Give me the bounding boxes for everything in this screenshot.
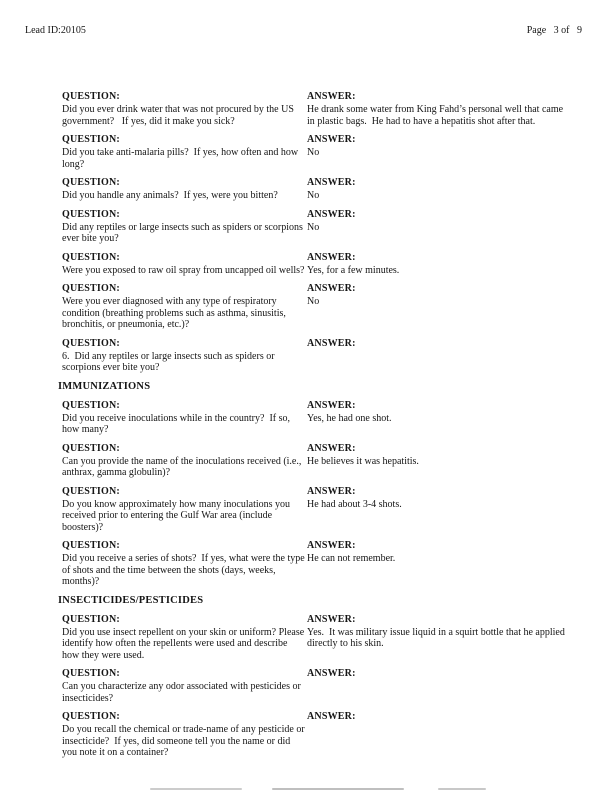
- answer-label: ANSWER:: [307, 337, 356, 349]
- section-heading: INSECTICIDES/PESTICIDES: [58, 594, 204, 606]
- answer-text: He believes it was hepatitis.: [307, 455, 419, 467]
- question-cell: [62, 282, 307, 331]
- question-cell: [62, 613, 307, 662]
- answer-cell: [307, 208, 565, 245]
- answer-label: ANSWER:: [307, 399, 356, 411]
- question-cell: [62, 667, 307, 704]
- question-label: QUESTION:: [62, 668, 120, 679]
- qa-row: [62, 539, 565, 588]
- qa-row: [62, 613, 568, 662]
- question-cell: [62, 133, 307, 170]
- answer-cell: [307, 282, 565, 331]
- question-label: QUESTION:: [62, 337, 120, 349]
- qa-row: [62, 90, 565, 127]
- question-cell: [62, 399, 307, 436]
- question-label: QUESTION:: [62, 613, 120, 625]
- qa-row: [62, 133, 565, 170]
- answer-label: ANSWER:: [307, 668, 356, 679]
- question-label: QUESTION:: [62, 177, 120, 188]
- lead-id: Lead ID:20105: [25, 25, 86, 36]
- question-cell: [62, 208, 307, 245]
- scan-artifact-segment: [272, 788, 404, 790]
- answer-text: Yes, he had one shot.: [307, 412, 392, 424]
- section-heading: IMMUNIZATIONS: [58, 380, 151, 392]
- qa-row: [62, 485, 565, 534]
- answer-cell: [307, 251, 565, 277]
- answer-cell: [307, 613, 568, 662]
- answer-text: Yes. It was military issue liquid in a squirt bottle that he applied directly to his skin.: [307, 626, 568, 649]
- answer-cell: [307, 710, 565, 759]
- answer-label: ANSWER:: [307, 485, 356, 497]
- page-header: [25, 25, 582, 37]
- question-cell: [62, 337, 307, 374]
- qa-row: [62, 710, 565, 759]
- qa-row: [62, 176, 565, 202]
- answer-cell: [307, 667, 565, 704]
- answer-label: ANSWER:: [307, 251, 356, 263]
- answer-text: Yes, for a few minutes.: [307, 264, 400, 276]
- answer-label: ANSWER:: [307, 91, 356, 102]
- question-text: Were you ever diagnosed with any type of respiratory condition (breathing problems such as asthma, sinusitis, bronchitis, or pneumonia, etc.)?: [62, 296, 289, 330]
- scan-artifact-segment: [150, 788, 242, 790]
- answer-text: No: [307, 296, 320, 307]
- answer-cell: [307, 399, 565, 436]
- question-text: Were you exposed to raw oil spray from uncapped oil wells?: [62, 264, 305, 276]
- question-text: Did any reptiles or large insects such as spiders or scorpions ever bite you?: [62, 221, 306, 244]
- answer-cell: [307, 485, 565, 534]
- question-cell: [62, 442, 307, 479]
- answer-text: He can not remember.: [307, 553, 396, 564]
- answer-text: He had about 3-4 shots.: [307, 498, 402, 510]
- question-label: QUESTION:: [62, 540, 120, 551]
- qa-row: [62, 399, 565, 436]
- qa-row: [62, 208, 565, 245]
- question-text: Do you know approximately how many inoculations you received prior to entering the Gulf War area (include boosters)?: [62, 498, 293, 533]
- question-text: Did you use insect repellent on your skin or uniform? Please identify how often the repellents were used and describe how they were used.: [62, 626, 307, 661]
- scan-artifact: [0, 788, 612, 791]
- question-cell: [62, 251, 307, 277]
- question-label: QUESTION:: [62, 283, 120, 294]
- question-label: QUESTION:: [62, 251, 120, 263]
- qa-row: [62, 667, 565, 704]
- answer-cell: [307, 442, 565, 479]
- answer-label: ANSWER:: [307, 177, 356, 188]
- qa-content: [58, 90, 568, 765]
- answer-label: ANSWER:: [307, 711, 356, 722]
- qa-row: [62, 251, 565, 277]
- question-text: Did you handle any animals? If yes, were you bitten?: [62, 190, 278, 201]
- answer-label: ANSWER:: [307, 540, 356, 551]
- answer-label: ANSWER:: [307, 442, 356, 454]
- question-label: QUESTION:: [62, 485, 120, 497]
- scan-artifact-segment: [438, 788, 486, 790]
- answer-cell: [307, 90, 565, 127]
- question-text: Did you take anti-malaria pills? If yes, how often and how long?: [62, 147, 301, 170]
- question-text: Did you receive a series of shots? If yes, what were the type of shots and the time between the shots (days, weeks, months)?: [62, 553, 308, 587]
- answer-cell: [307, 539, 565, 588]
- question-text: Did you receive inoculations while in the country? If so, how many?: [62, 412, 293, 435]
- question-text: Do you recall the chemical or trade-name of any pesticide or insecticide? If yes, did someone tell you the name or did you note it on a container?: [62, 724, 308, 758]
- answer-text: No: [307, 147, 320, 158]
- question-cell: [62, 176, 307, 202]
- question-cell: [62, 539, 307, 588]
- qa-row: [62, 282, 565, 331]
- answer-text: He drank some water from King Fahd’s personal well that came in plastic bags. He had to have a hepatitis shot after that.: [307, 104, 566, 127]
- answer-label: ANSWER:: [307, 134, 356, 145]
- question-label: QUESTION:: [62, 711, 120, 722]
- answer-cell: [307, 337, 565, 374]
- question-cell: [62, 485, 307, 534]
- page-number: Page 3 of 9: [526, 25, 582, 36]
- question-text: Did you ever drink water that was not procured by the US government? If yes, did it make you sick?: [62, 104, 297, 127]
- answer-label: ANSWER:: [307, 208, 356, 220]
- qa-row: [62, 337, 565, 374]
- qa-row: [62, 442, 565, 479]
- question-cell: [62, 90, 307, 127]
- question-text: Can you characterize any odor associated with pesticides or insecticides?: [62, 681, 304, 704]
- answer-label: ANSWER:: [307, 283, 356, 294]
- answer-text: No: [307, 221, 320, 233]
- question-text: Can you provide the name of the inoculations received (i.e., anthrax, gamma globulin)?: [62, 455, 304, 478]
- answer-cell: [307, 133, 565, 170]
- question-label: QUESTION:: [62, 208, 120, 220]
- answer-cell: [307, 176, 565, 202]
- answer-text: No: [307, 190, 320, 201]
- question-cell: [62, 710, 307, 759]
- question-label: QUESTION:: [62, 442, 120, 454]
- question-text: 6. Did any reptiles or large insects such as spiders or scorpions ever bite you?: [62, 350, 278, 373]
- answer-label: ANSWER:: [307, 613, 356, 625]
- question-label: QUESTION:: [62, 91, 120, 102]
- question-label: QUESTION:: [62, 134, 120, 145]
- question-label: QUESTION:: [62, 399, 120, 411]
